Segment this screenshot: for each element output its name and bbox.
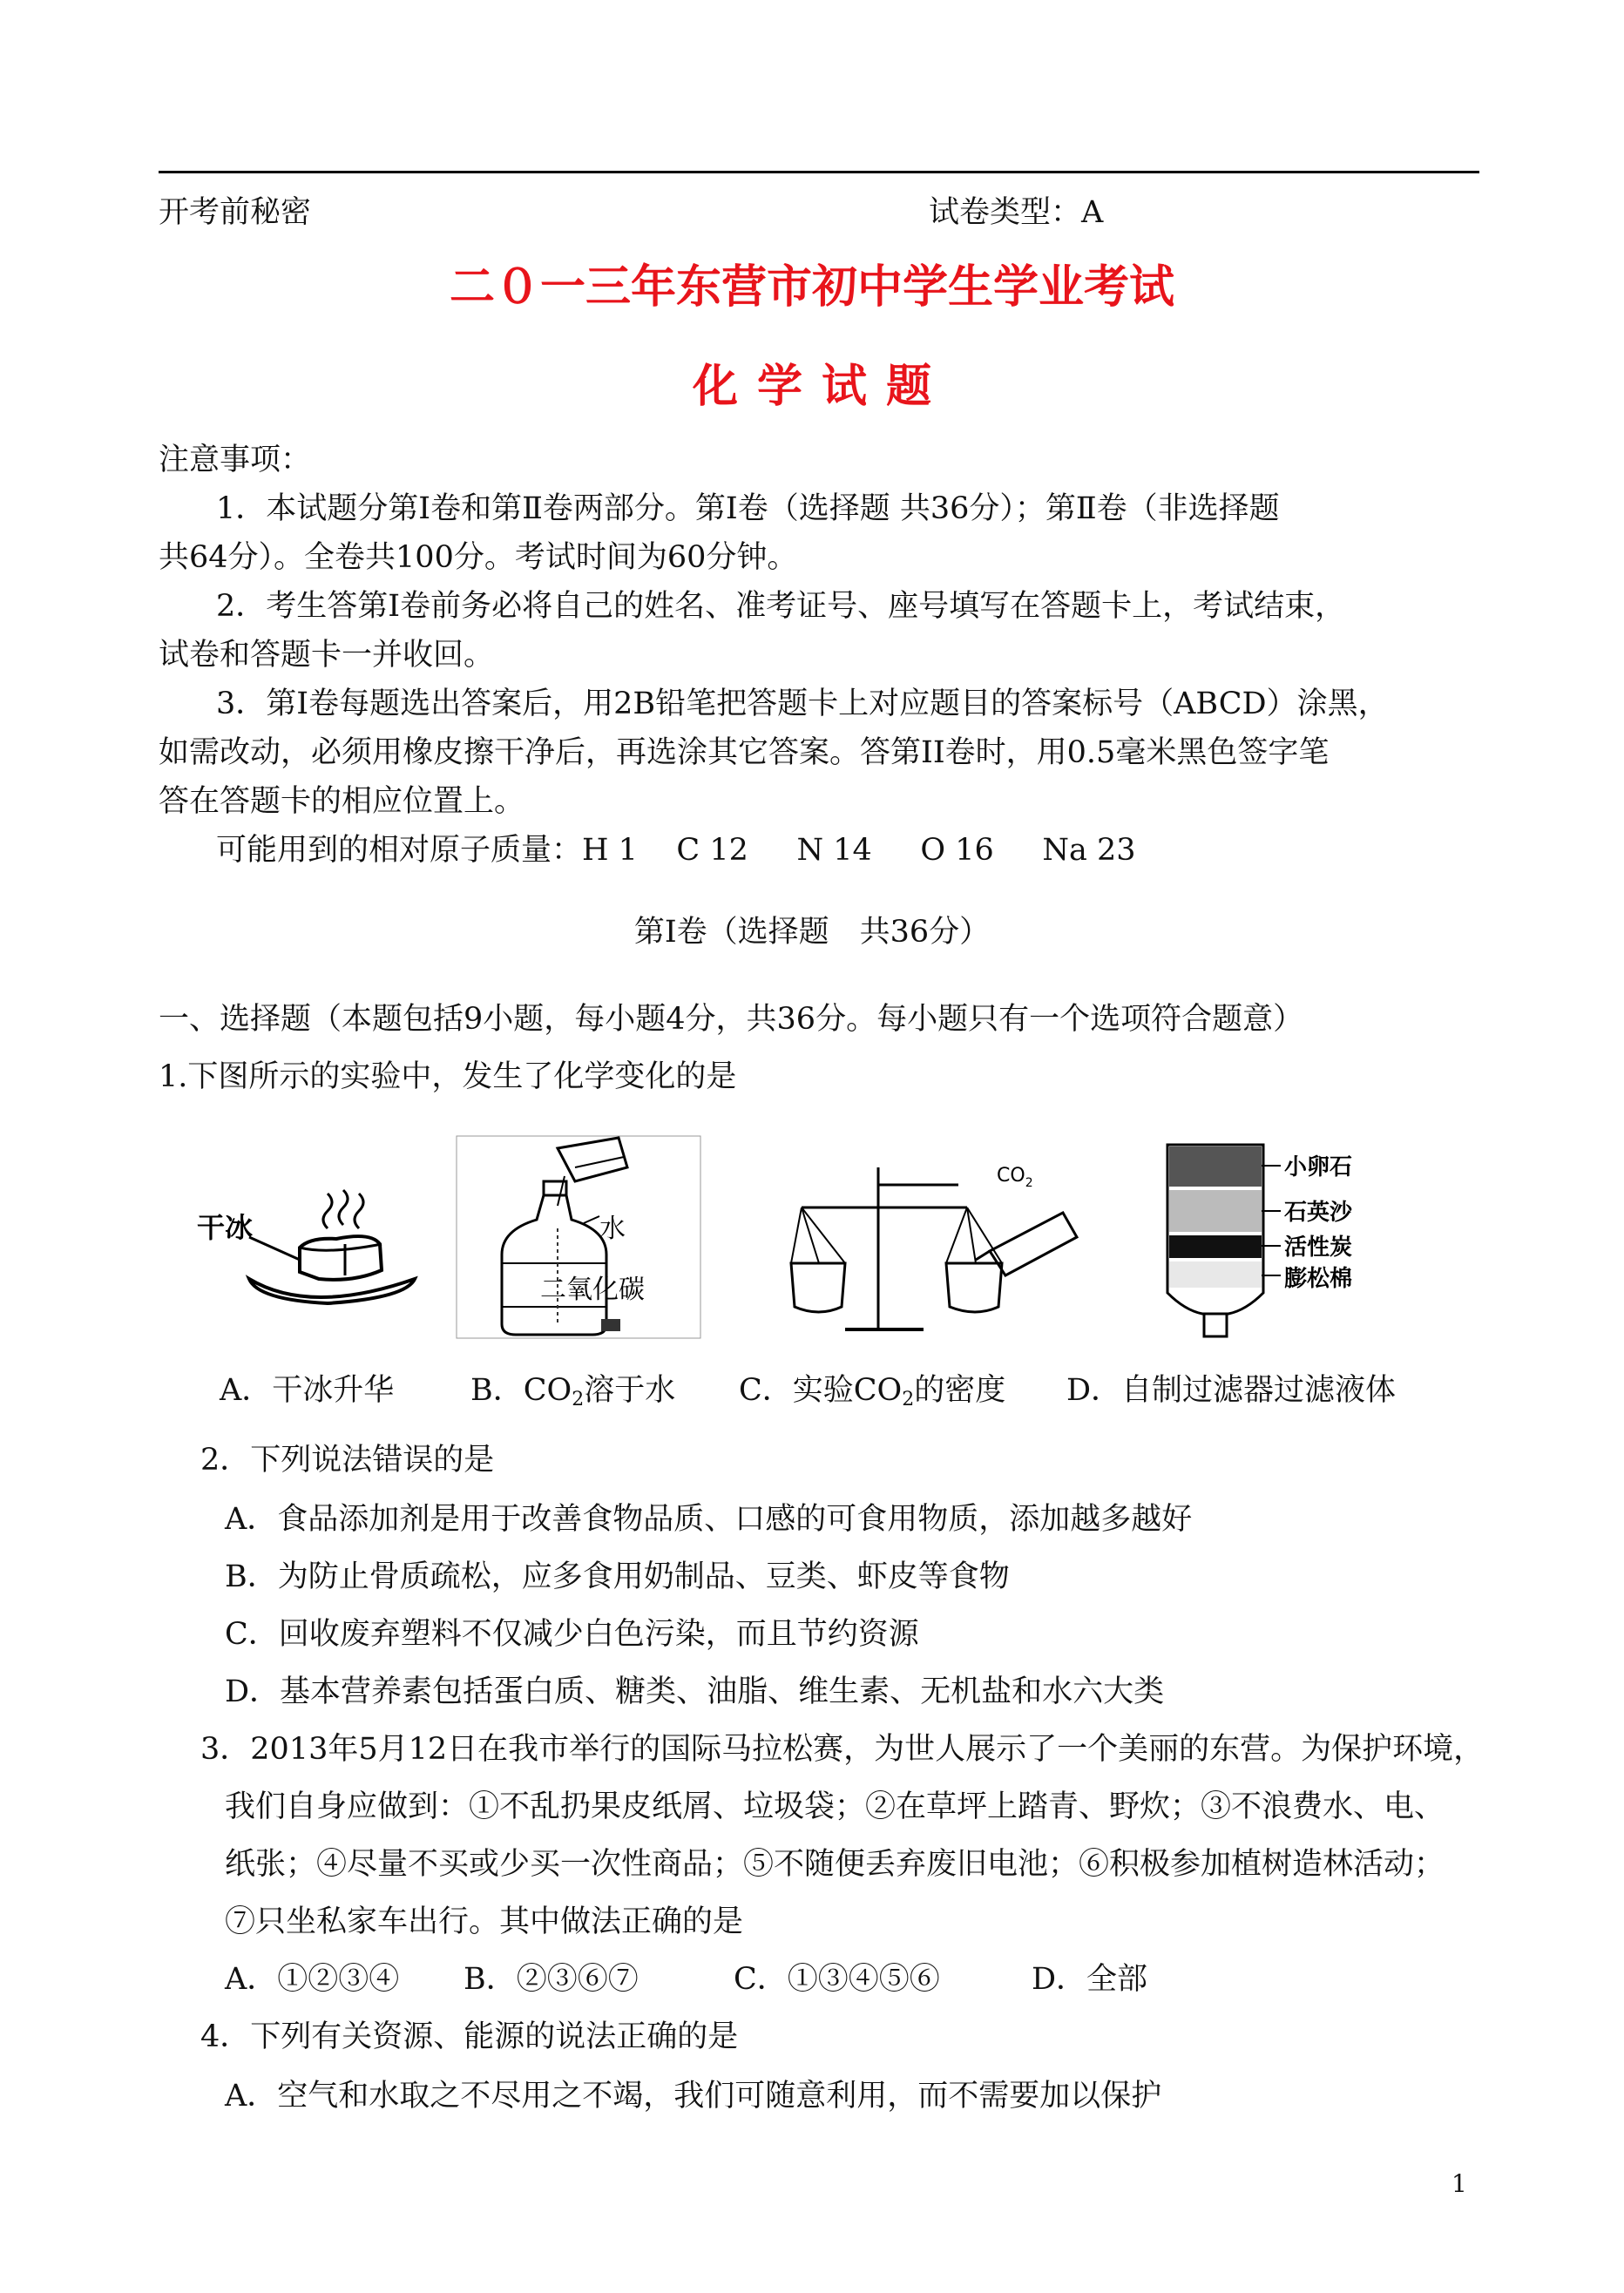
- header-rule: [159, 171, 1479, 173]
- question-1-stem: 1.下图所示的实验中，发生了化学变化的是: [159, 1059, 737, 1094]
- q1-option-b-text-2: 溶于水: [584, 1373, 676, 1408]
- q1-option-c-text: C．实验CO: [739, 1373, 903, 1408]
- co2-subscript: 2: [1025, 1176, 1033, 1190]
- question-3-line: 我们自身应做到：①不乱扔果皮纸屑、垃圾袋；②在草坪上踏青、野炊；③不浪费水、电、: [225, 1789, 1445, 1824]
- q1-option-c: [739, 1371, 1005, 1410]
- q3-option-a: A．①②③④: [225, 1962, 400, 1997]
- q4-option: A．空气和水取之不尽用之不竭，我们可随意利用，而不需要加以保护: [225, 2079, 1162, 2114]
- q1-option-b-text: B．CO: [470, 1373, 572, 1408]
- q1-option-b-sub: 2: [572, 1389, 585, 1410]
- q2-option: D．基本营养素包括蛋白质、糖类、油脂、维生素、无机盐和水六大类: [225, 1674, 1165, 1709]
- q3-option-d: D．全部: [1032, 1962, 1148, 1997]
- section-instruction: 一、选择题（本题包括9小题，每小题4分，共36分。每小题只有一个选项符合题意）: [159, 1002, 1304, 1037]
- header-confidential: 开考前秘密: [159, 195, 312, 230]
- notice-line: 2．考生答第Ⅰ卷前务必将自己的姓名、准考证号、座号填写在答题卡上，考试结束，: [216, 589, 1346, 624]
- question-4-stem: 4．下列有关资源、能源的说法正确的是: [200, 2019, 739, 2054]
- notice-line: 1．本试题分第Ⅰ卷和第Ⅱ卷两部分。第Ⅰ卷（选择题 共36分）；第Ⅱ卷（非选择题: [216, 491, 1280, 526]
- co2-bottle-label: 二氧化碳: [540, 1275, 645, 1305]
- dry-ice-figure: [197, 1167, 423, 1324]
- cotton-label: 膨松棉: [1284, 1266, 1353, 1292]
- notice-line: 共64分）。全卷共100分。考试时间为60分钟。: [159, 540, 798, 575]
- notice-line: 试卷和答题卡一并收回。: [159, 638, 495, 673]
- section-title: 第Ⅰ卷（选择题 共36分）: [633, 915, 991, 950]
- q2-option: C．回收废弃塑料不仅减少白色污染，而且节约资源: [225, 1617, 919, 1652]
- header-paper-type: 试卷类型：A: [929, 195, 1104, 230]
- notice-line: 3．第Ⅰ卷每题选出答案后，用2B铅笔把答题卡上对应题目的答案标号（ABCD）涂黑，: [216, 687, 1389, 721]
- question-3-line: 3．2013年5月12日在我市举行的国际马拉松赛，为世人展示了一个美丽的东营。为保护环境，: [200, 1732, 1485, 1767]
- water-label: 水: [599, 1214, 626, 1244]
- subject-title: 化学试题: [692, 360, 951, 413]
- dry-ice-label: 干冰: [197, 1211, 254, 1244]
- exam-title: 二０一三年东营市初中学生学业考试: [449, 260, 1174, 314]
- question-3-line: ⑦只坐私家车出行。其中做法正确的是: [225, 1904, 744, 1939]
- co2-label: [997, 1165, 1033, 1190]
- atomic-masses: 可能用到的相对原子质量：H 1 C 12 N 14 O 16 Na 23: [216, 833, 1136, 868]
- q2-option: A．食品添加剂是用于改善食物品质、口感的可食用物质，添加越多越好: [225, 1502, 1193, 1537]
- q1-option-b: [470, 1371, 675, 1410]
- page-number: 1: [1451, 2169, 1467, 2198]
- pebbles-label: 小卵石: [1284, 1154, 1353, 1180]
- q1-option-d: D．自制过滤器过滤液体: [1066, 1373, 1397, 1408]
- filter-figure: [1159, 1136, 1438, 1345]
- q1-option-c-text-2: 的密度: [914, 1373, 1006, 1408]
- notice-line: 答在答题卡的相应位置上。: [159, 784, 525, 819]
- q2-option: B．为防止骨质疏松，应多食用奶制品、豆类、虾皮等食物: [225, 1559, 1010, 1594]
- question-3-line: 纸张；④尽量不买或少买一次性商品；⑤不随便丢弃废旧电池；⑥积极参加植树造林活动；: [225, 1847, 1445, 1882]
- q3-option-c: C．①③④⑤⑥: [734, 1962, 940, 1997]
- question-2-stem: 2．下列说法错误的是: [200, 1443, 495, 1478]
- q1-option-c-sub: 2: [902, 1389, 915, 1410]
- question-1-figures: [0, 1133, 1624, 1350]
- co2-bottle-figure: [453, 1133, 706, 1342]
- notice-line: 如需改动，必须用橡皮擦干净后，再选涂其它答案。答第II卷时，用0.5毫米黑色签字笔: [159, 735, 1330, 770]
- co2-text: CO: [997, 1165, 1025, 1187]
- q1-option-a: A．干冰升华: [220, 1373, 395, 1408]
- notice-heading: 注意事项：: [159, 443, 312, 477]
- carbon-label: 活性炭: [1284, 1234, 1353, 1261]
- balance-figure: [784, 1150, 1080, 1342]
- sand-label: 石英沙: [1284, 1200, 1353, 1226]
- q3-option-b: B．②③⑥⑦: [464, 1962, 639, 1997]
